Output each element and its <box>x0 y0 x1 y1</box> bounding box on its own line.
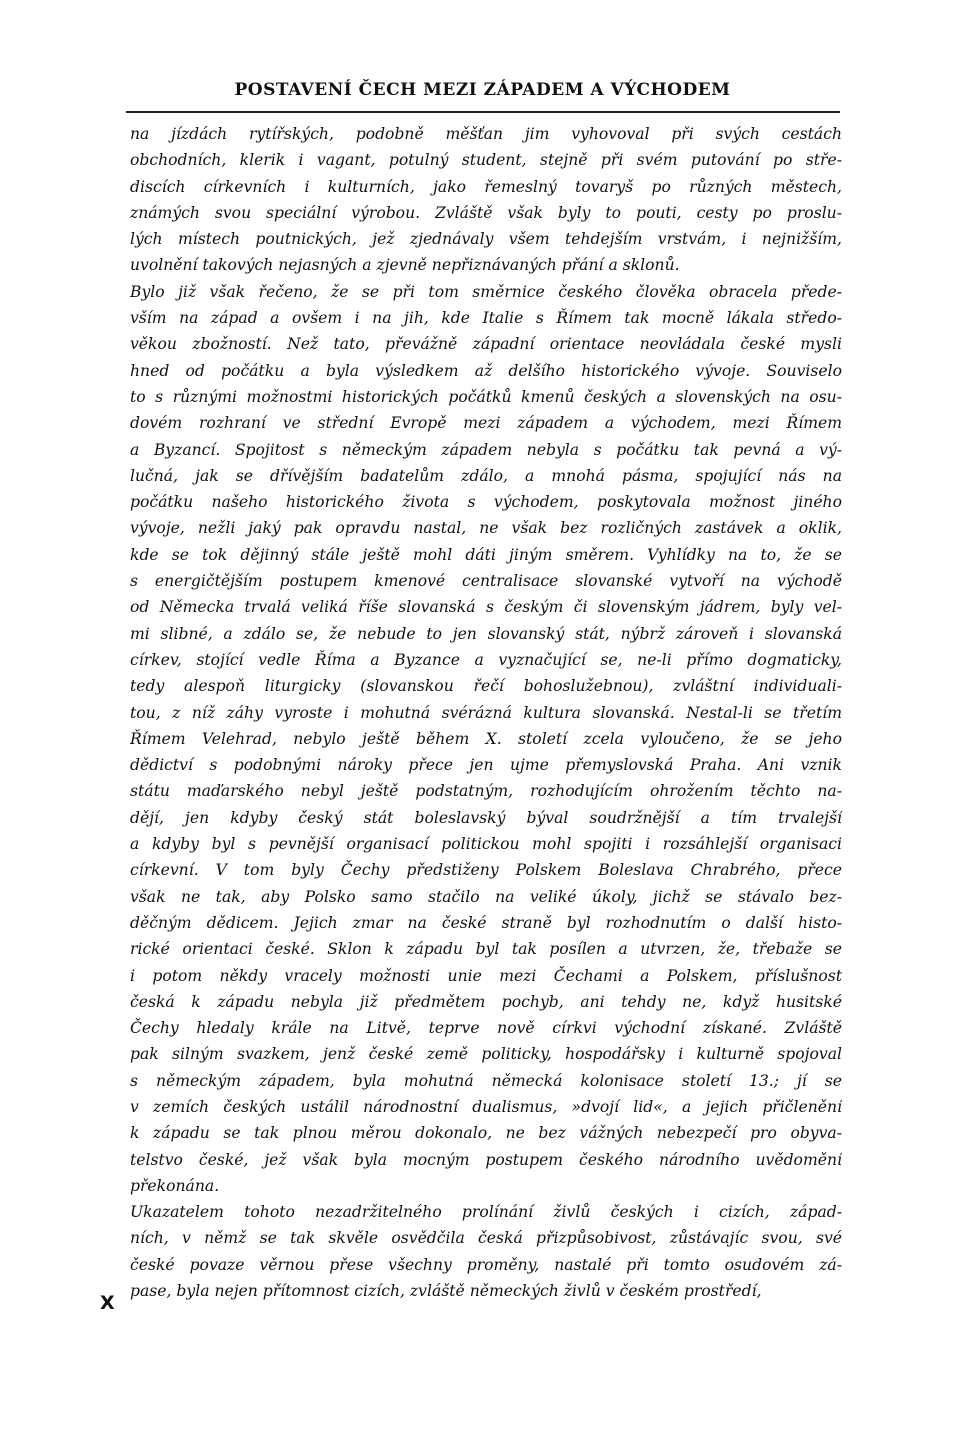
text-line: státu maďarského nebyl ještě podstatným, rozhodujícím ohrožením těchto na- <box>130 782 842 801</box>
text-line: na jízdách rytířských, podobně měšťan jim vyhovoval při svých cestách <box>130 125 842 143</box>
text-line: dovém rozhraní ve střední Evropě mezi západem a východem, mezi Římem <box>130 414 842 433</box>
text-line: od Německa trvalá veliká říše slovanská s českým či slovenským jádrem, byly vel- <box>130 598 842 617</box>
text-line: to s různými možnostmi historických počátků kmenů českých a slovenských na osu- <box>130 387 842 406</box>
text-line: Bylo již však řečeno, že se při tom směrnice českého člověka obracela přede- <box>130 282 842 301</box>
text-line: vývoje, nežli jaký pak opravdu nastal, ne však bez rozličných zastávek a oklik, <box>130 519 842 538</box>
text-line: však ne tak, aby Polsko samo stačilo na veliké úkoly, jichž se stávalo bez- <box>130 887 842 906</box>
text-line: a kdyby byl s pevnější organisací politickou mohl spojiti i rozsáhlejší organisaci <box>130 835 842 854</box>
text-line: církevní. V tom byly Čechy předstiženy Polskem Boleslava Chrabrého, přece <box>130 861 842 880</box>
text-line: uvolnění takových nejasných a zjevně nepřiznávaných přání a sklonů. <box>130 256 680 275</box>
text-line: s německým západem, byla mohutná německá kolonisace století 13.; jí se <box>130 1071 842 1090</box>
text-line: i potom někdy vracely možnosti unie mezi Čechami a Polskem, příslušnost <box>130 966 842 985</box>
paragraph <box>130 1199 842 1304</box>
text-line: dědictví s podobnými nároky přece jen ujme přemyslovská Praha. Ani vznik <box>130 756 842 775</box>
paragraph <box>130 279 842 1199</box>
running-head-title: POSTAVENÍ ČECH MEZI ZÁPADEM A VÝCHODEM <box>234 80 731 100</box>
text-line: Čechy hledaly krále na Litvě, teprve nově církvi východní získané. Zvláště <box>130 1019 842 1038</box>
text-line: rické orientaci české. Sklon k západu byl tak posílen a utvrzen, že, třebaže se <box>130 940 842 959</box>
text-line: k západu se tak plnou měrou dokonalo, ne bez vážných nebezpečí pro obyva- <box>130 1124 842 1143</box>
text-line: pase, byla nejen přítomnost cizích, zvláště německých živlů v českém prostředí, <box>130 1282 762 1301</box>
margin-mark: X <box>100 1292 115 1314</box>
text-line: telstvo české, jež však byla mocným postupem českého národního uvědomění <box>130 1150 842 1169</box>
paragraph <box>130 121 842 279</box>
text-line: pak silným svazkem, jenž české země politicky, hospodářsky i kulturně spojoval <box>130 1045 842 1064</box>
header-rule <box>126 111 840 113</box>
text-line: Římem Velehrad, nebylo ještě během X. století zcela vyloučeno, že se jeho <box>130 729 842 748</box>
text-line: dějí, jen kdyby český stát boleslavský býval soudržnější a tím trvalejší <box>130 808 842 827</box>
text-line: církev, stojící vedle Říma a Byzance a vyznačující se, ne-li přímo dogmaticky, <box>130 650 842 669</box>
text-line: vším na západ a ovšem i na jih, kde Italie s Římem tak mocně lákala středo- <box>130 309 842 328</box>
text-line: tou, z níž záhy vyroste i mohutná svérázná kultura slovanská. Nestal-li se třetím <box>130 703 842 722</box>
text-line: české povaze věrnou přese všechny proměny, nastalé při tomto osudovém zá- <box>130 1255 842 1274</box>
text-line: Ukazatelem tohoto nezadržitelného prolínání živlů českých i cizích, západ- <box>130 1203 842 1222</box>
text-line: v zemích českých ustálil národnostní dualismus, »dvojí lid«, a jejich přičlenění <box>130 1097 842 1116</box>
text-line: ních, v němž se tak skvěle osvědčila česká přizpůsobivost, zůstávajíc svou, své <box>130 1229 842 1248</box>
text-line: věkou zbožností. Než tato, převážně západní orientace neovládala české mysli <box>130 335 842 354</box>
text-line: překonána. <box>130 1176 220 1195</box>
text-line: mi slibné, a zdálo se, že nebude to jen slovanský stát, nýbrž zároveň i slovanská <box>130 624 842 643</box>
text-line: lých místech poutnických, jež zjednávaly všem tehdejším vrstvám, i nejnižším, <box>130 230 842 249</box>
text-line: tedy alespoň liturgicky (slovanskou řečí bohoslužebnou), zvláštní individuali- <box>130 677 842 696</box>
text-line: a Byzancí. Spojitost s německým západem nebyla s počátku tak pevná a vý- <box>130 440 842 459</box>
text-line: kde se tok dějinný stále ještě mohl dáti jiným směrem. Vyhlídky na to, že se <box>130 545 842 564</box>
text-line: s energičtějším postupem kmenové centralisace slovanské vytvoří na východě <box>130 572 842 591</box>
text-line: děčným dědicem. Jejich zmar na české straně byl rozhodnutím o další histo- <box>130 913 842 932</box>
text-line: discích církevních i kulturních, jako řemeslný tovaryš po různých městech, <box>130 177 842 196</box>
text-line: hned od počátku a byla výsledkem až delšího historického vývoje. Souviselo <box>130 361 842 380</box>
text-line: česká k západu nebyla již předmětem pochyb, ani tehdy ne, když husitské <box>130 992 842 1011</box>
text-line: známých svou speciální výrobou. Zvláště však byly to pouti, cesty po proslu- <box>130 203 842 222</box>
text-line: lučná, jak se dřívějším badatelům zdálo, a mnohá pásma, spojující nás na <box>130 466 842 485</box>
text-line: obchodních, klerik i vagant, potulný student, stejně při svém putování po stře- <box>130 151 842 170</box>
text-line: počátku našeho historického života s východem, poskytovala možnost jiného <box>130 493 842 512</box>
body-text <box>130 121 842 1304</box>
